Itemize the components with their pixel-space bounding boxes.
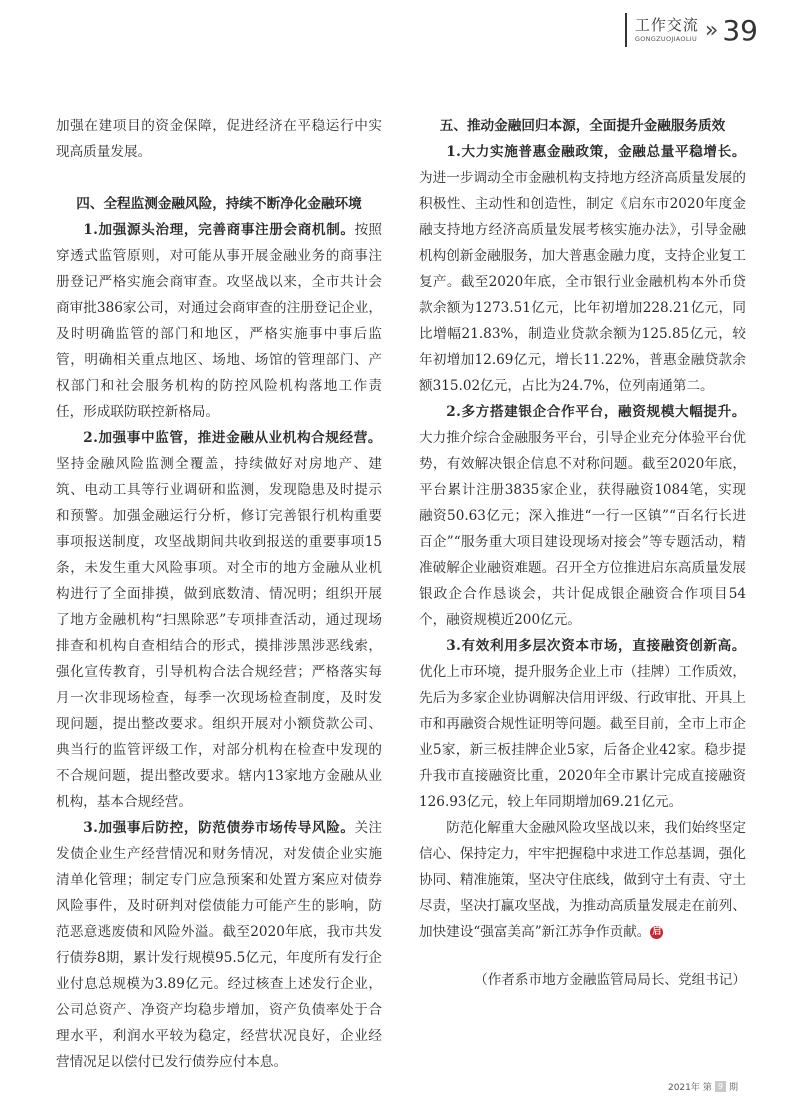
intro-paragraph: 加强在建项目的资金保障，促进经济在平稳运行中实现高质量发展。 [56, 118, 382, 160]
section-5-3-paragraph [419, 633, 746, 815]
author-note: （作者系市地方金融监管局局长、党组书记） [474, 972, 746, 988]
section-5-1-paragraph [419, 139, 746, 399]
right-column [419, 113, 746, 993]
section-4-1-paragraph [56, 217, 382, 425]
section-5-1-lead: 1.大力实施普惠金融政策，金融总量平稳增长。 [446, 144, 746, 160]
section-4-2-paragraph [56, 425, 382, 815]
section-4-2-body: 坚持金融风险监测全覆盖，持续做好对房地产、建筑、电动工具等行业调研和监测，发现隐患及时提示和预警。加强金融运行分析，修订完善银行机构重要事项报送制度，攻坚战期间共收到报送的重要事项15条，未发生重大风险事项。对全市的地方金融从业机构进行了全面排摸，做到底数清、情况明；组织开展了地方金融机构“扫黑除恶”专项排查活动，通过现场排查和机构自查相结合的形式，摸排涉黑涉恶线索，强化宣传教育，引导机构合法合规经营；严格落实每月一次非现场检查，每季一次现场检查制度，及时发现问题，提出整改要求。组织开展对小额贷款公司、典当行的监管评级工作，对部分机构在检查中发现的不合规问题，提出整改要求。辖内13家地方金融从业机构，基本合规经营。 [56, 456, 382, 810]
section-4-1-body: 按照穿透式监管原则，对可能从事开展金融业务的商事注册登记严格实施会商审查。攻坚战以来，全市共计会商审批386家公司，对通过会商审查的注册登记企业，及时明确监管的部门和地区，严格实施事中事后监管，明确相关重点地区、场地、场馆的管理部门、产权部门和社会服务机构的防控风险机构落地工作责任，形成联防联控新格局。 [56, 222, 382, 420]
section-5-heading: 五、推动金融回归本源，全面提升金融服务质效 [439, 118, 726, 134]
page-header [625, 10, 758, 50]
chevron-right-icon: » [704, 17, 719, 43]
section-5-2-body: 大力推介综合金融服务平台，引导企业充分体验平台优势，有效解决银企信息不对称问题。截至2020年底，平台累计注册3835家企业，获得融资1084笔，实现融资50.63亿元；深入推进“一行一区镇”“百名行长进百企”“服务重大项目建设现场对接会”等专题活动，精准破解企业融资难题。召开全方位推进启东高质量发展银政企合作恳谈会，共计促成银企融资合作项目54个，融资规模近200亿元。 [419, 430, 746, 628]
section-4-3-paragraph [56, 815, 382, 1075]
footer-year: 2021年 [667, 1083, 700, 1093]
footer-qi: 期 [728, 1083, 738, 1093]
issue-number-badge: 9 [715, 1081, 726, 1092]
page-footer [668, 1080, 738, 1093]
column-title: 工作交流 [634, 15, 699, 34]
section-4-1-lead: 1.加强源头治理，完善商事注册会商机制。 [83, 222, 355, 238]
closing-text: 防范化解重大金融风险攻坚战以来，我们始终坚定信心、保持定力，牢牢把握稳中求进工作总基调，强化协同、精准施策，坚决守住底线，做到守土有责、守土尽责，坚决打赢攻坚战，为推动高质量发展走在前列、加快建设“强富美高”新江苏争作贡献。 [419, 820, 746, 940]
section-5-2-paragraph [419, 399, 746, 633]
column-name [634, 15, 699, 43]
page-number: 39 [722, 13, 758, 47]
end-mark-icon: 启 [652, 927, 662, 937]
section-4-2-lead: 2.加强事中监管，推进金融从业机构合规经营。 [83, 430, 382, 446]
header-divider [625, 13, 627, 47]
section-5-3-body: 优化上市环境，提升服务企业上市（挂牌）工作质效，先后为多家企业协调解决信用评级、行政审批、开具上市和再融资合规性证明等问题。截至目前，全市上市企业5家，新三板挂牌企业5家，后备企业42家。稳步提升我市直接融资比重，2020年全市累计完成直接融资126.93亿元，较上年同期增加69.21亿元。 [419, 664, 746, 810]
column-subtitle: GONGZUOJIAOLIU [634, 34, 698, 43]
left-column [56, 113, 382, 1075]
section-4-heading: 四、全程监测金融风险，持续不断净化金融环境 [76, 196, 362, 212]
section-5-1-body: 为进一步调动全市金融机构支持地方经济高质量发展的积极性、主动性和创造性，制定《启东市2020年度金融支持地方经济高质量发展考核实施办法》，引导金融机构创新金融服务，加大普惠金融力度，支持企业复工复产。截至2020年底，全市银行业金融机构本外币贷款余额为1273.51亿元，比年初增加228.21亿元，同比增幅21.83%，制造业贷款余额为125.85亿元，较年初增加12.69亿元，增长11.22%，普惠金融贷款余额315.02亿元，占比为24.7%，位列南通第二。 [419, 170, 746, 394]
section-5-2-lead: 2.多方搭建银企合作平台，融资规模大幅提升。 [446, 404, 746, 420]
section-4-3-lead: 3.加强事后防控，防范债券市场传导风险。 [83, 820, 355, 836]
footer-di: 第 [702, 1083, 712, 1093]
section-5-3-lead: 3.有效利用多层次资本市场，直接融资创新高。 [446, 638, 746, 654]
section-4-3-body: 关注发债企业生产经营情况和财务情况，对发债企业实施清单化管理；制定专门应急预案和处置方案应对债券风险事件，及时研判对偿债能力可能产生的影响，防范恶意逃废债和风险外溢。截至2020年底，我市共发行债券8期，累计发行规模95.5亿元，年度所有发行企业付息总规模为3.89亿元。经过核查上述发行企业，公司总资产、净资产均稳步增加，资产负债率处于合理水平，利润水平较为稳定，经营状况良好，企业经营情况足以偿付已发行债券应付本息。 [56, 820, 382, 1070]
closing-paragraph [419, 815, 746, 945]
